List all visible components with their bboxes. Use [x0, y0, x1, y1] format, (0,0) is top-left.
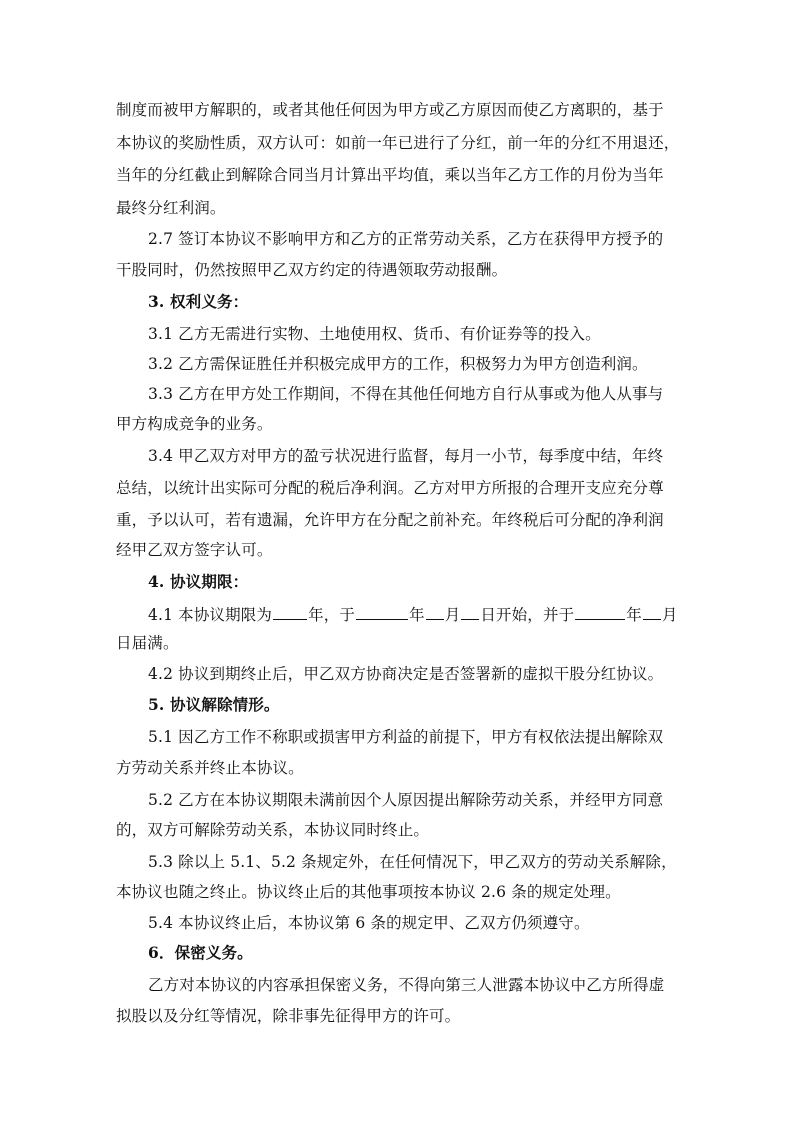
clause-text: 月 [444, 606, 461, 624]
clause-text: 月 [661, 606, 678, 624]
clause-5-2: 5.2 乙方在本协议期限未满前因个人原因提出解除劳动关系，并经甲方同意 [148, 791, 664, 809]
clause-4-2: 4.2 协议到期终止后，甲乙双方协商决定是否签署新的虚拟干股分红协议。 [148, 665, 664, 683]
clause-text: 年 [409, 606, 425, 624]
clause-3-1: 3.1 乙方无需进行实物、土地使用权、货币、有价证券等的投入。 [148, 325, 601, 343]
body-text-line: 经甲乙双方签字认可。 [116, 541, 273, 559]
clause-3-2: 3.2 乙方需保证胜任并积极完成甲方的工作，积极努力为甲方创造利润。 [148, 355, 648, 373]
section-heading-4: 4. 协议期限： [148, 572, 249, 591]
clause-3-3: 3.3 乙方在甲方处工作期间，不得在其他任何地方自行从事或为他人从事与 [148, 385, 664, 403]
body-text-line: 拟股以及分红等情况，除非事先征得甲方的许可。 [116, 1007, 461, 1025]
body-text-line: 制度而被甲方解职的，或者其他任何因为甲方或乙方原因而使乙方离职的，基于 [116, 101, 664, 119]
body-text-line: 干股同时，仍然按照甲乙双方约定的待遇领取劳动报酬。 [116, 261, 508, 279]
clause-3-4: 3.4 甲乙双方对甲方的盈亏状况进行监督，每月一小节，每季度中结，年终 [148, 447, 664, 465]
clause-5-4: 5.4 本协议终止后，本协议第 6 条的规定甲、乙双方仍须遵守。 [148, 914, 590, 932]
body-text-line: 当年的分红截止到解除合同当月计算出平均值，乘以当年乙方工作的月份为当年 [116, 166, 664, 184]
clause-2-7: 2.7 签订本协议不影响甲方和乙方的正常劳动关系，乙方在获得甲方授予的 [148, 230, 664, 248]
body-text-line: 总结，以统计出实际可分配的税后净利润。乙方对甲方所报的合理开支应充分尊 [116, 479, 664, 497]
section-heading-5: 5. 协议解除情形。 [148, 695, 280, 714]
body-text-line: 本协议也随之终止。协议终止后的其他事项按本协议 2.6 条的规定处理。 [116, 883, 621, 901]
confidentiality-text: 乙方对本协议的内容承担保密义务，不得向第三人泄露本协议中乙方所得虚 [148, 976, 665, 994]
body-text-line: 重，予以认可，若有遗漏，允许甲方在分配之前补充。年终税后可分配的净利润 [116, 511, 664, 529]
clause-text: 日开始，并于 [480, 606, 575, 624]
fill-blank [575, 603, 625, 620]
fill-blank [273, 603, 307, 620]
fill-blank [461, 603, 479, 620]
section-heading-3: 3. 权利义务： [148, 292, 249, 311]
body-text-line: 的，双方可解除劳动关系，本协议同时终止。 [116, 821, 430, 839]
section-heading-6: 6．保密义务。 [148, 943, 253, 962]
clause-text: 4.1 本协议期限为 [148, 606, 273, 624]
fill-blank [356, 603, 408, 620]
body-text-line: 本协议的奖励性质，双方认可：如前一年已进行了分红，前一年的分红不用退还， [116, 134, 680, 152]
fill-blank [643, 603, 661, 620]
clause-5-3: 5.3 除以上 5.1、5.2 条规定外，在任何情况下，甲乙双方的劳动关系解除， [148, 853, 677, 871]
fill-blank [426, 603, 444, 620]
body-text-line: 方劳动关系并终止本协议。 [116, 759, 304, 777]
clause-text: 年，于 [308, 606, 356, 624]
clause-text: 年 [626, 606, 642, 624]
body-text-line: 日届满。 [116, 634, 179, 652]
body-text-line: 甲方构成竞争的业务。 [116, 415, 273, 433]
clause-4-1 [148, 603, 678, 625]
body-text-line: 最终分红利润。 [116, 199, 226, 217]
clause-5-1: 5.1 因乙方工作不称职或损害甲方利益的前提下，甲方有权依法提出解除双 [148, 728, 664, 746]
